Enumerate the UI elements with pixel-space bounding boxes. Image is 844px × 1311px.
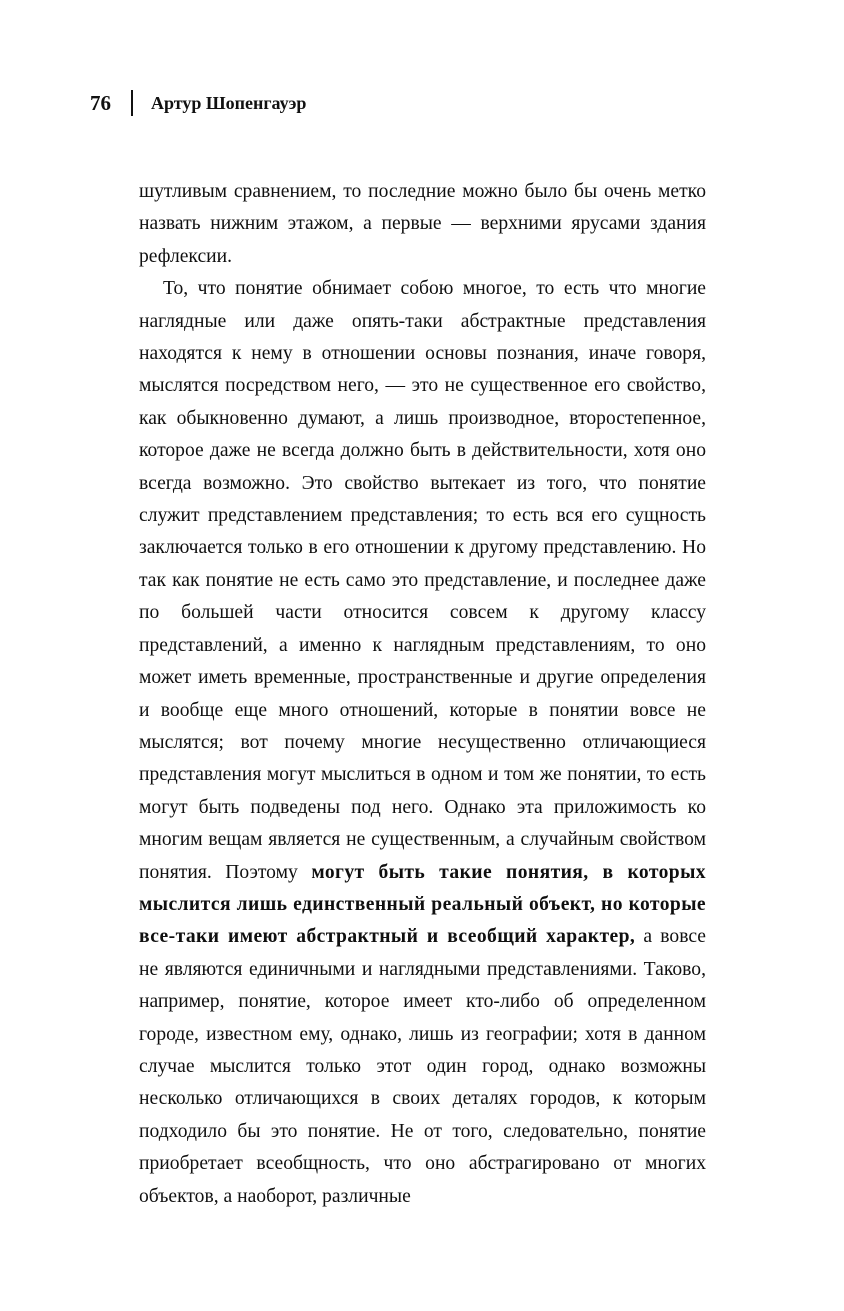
paragraph-second-emphasis: могут быть такие понятия, в которых мыслится лишь единственный реальный объект, но которые все-таки имеют абстрактный и всеобщий характер,	[139, 861, 706, 948]
page-header	[90, 88, 306, 118]
page-number: 76	[90, 91, 111, 115]
paragraph-second-part-two: а вовсе не являются единичными и наглядными представлениями. Таково, например, понятие, которое имеет кто-либо об определенном городе, известном ему, однако, лишь из географии; хотя в данном случае мыслится только этот один город, однако возможны несколько отличающихся в своих деталях городов, к которым подходило бы это понятие. Не от того, следовательно, понятие приобретает всеобщность, что оно абстрагировано от многих объектов, а наоборот, различные	[139, 926, 706, 1207]
page-body	[139, 176, 706, 1213]
header-divider	[131, 90, 133, 116]
paragraph-first: шутливым сравнением, то последние можно было бы очень метко назвать нижним этажом, а первые — верхними ярусами здания рефлексии.	[139, 181, 706, 267]
running-head-author: Артур Шопенгауэр	[151, 93, 307, 113]
paragraph-second-part-one: То, что понятие обнимает собою многое, то есть что многие наглядные или даже опять-таки абстрактные представления находятся к нему в отношении основы познания, иначе говоря, мыслятся посредством него, — это не существенное его свойство, как обыкновенно думают, а лишь производное, второстепенное, которое даже не всегда должно быть в действительности, хотя оно всегда возможно. Это свойство вытекает из того, что понятие служит представлением представления; то есть вся его сущность заключается только в его отношении к другому представлению. Но так как понятие не есть само это представление, и последнее даже по большей части относится совсем к другому классу представлений, а именно к наглядным представлениям, то оно может иметь временные, пространственные и другие определения и вообще еще много отношений, которые в понятии вовсе не мыслятся; вот почему многие несущественно отличающиеся представления могут мыслиться в одном и том же понятии, то есть могут быть подведены под него. Однако эта приложимость ко многим вещам является не существенным, а случайным свойством понятия. Поэтому	[139, 278, 706, 883]
paragraph-second	[139, 273, 706, 1213]
